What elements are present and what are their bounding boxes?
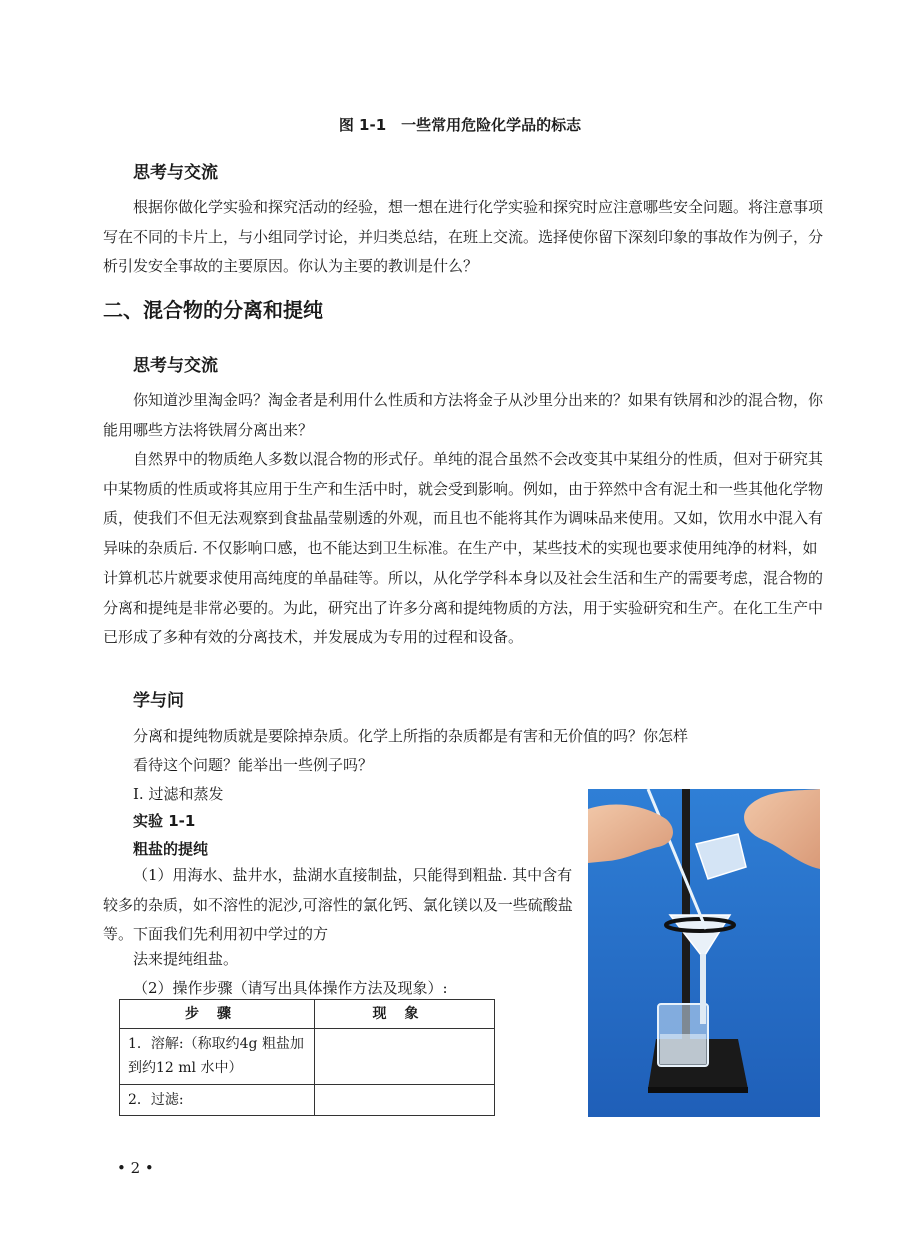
table-header-steps: 步骤 [120,1000,315,1029]
paragraph-gold: 你知道沙里淘金吗？淘金者是利用什么性质和方法将金子从沙里分出来的？如果有铁屑和沙的混合物，你能用哪些方法将铁屑分离出来？ [103,391,824,439]
table-cell [315,1029,495,1085]
experiment-title: 粗盐的提纯 [133,840,209,858]
table-header-phenomena: 现象 [315,1000,495,1029]
filtration-apparatus-photo [588,789,820,1117]
steps-table [119,999,495,1116]
experiment-label: 实验 1-1 [133,812,196,830]
section-heading-think-2: 思考与交流 [133,356,218,376]
section-title: 二、混合物的分离和提纯 [103,298,323,322]
table-cell: 2．过滤: [120,1085,315,1116]
table-cell [315,1085,495,1116]
procedure-steps-label: （2）操作步骤（请写出具体操作方法及现象）: [133,979,448,997]
experiment-paragraph: （1）用海水、盐井水，盐湖水直接制盐，只能得到粗盐. 其中含有较多的杂质，如不溶性的泥沙,可溶性的氯化钙、氯化镁以及一些硫酸盐等。下面我们先利用初中学过的方 [103,866,573,944]
table-row [120,1029,495,1085]
experiment-paragraph-cont: 法来提纯组盐。 [133,950,239,968]
paragraph-safety: 根据你做化学实验和探究活动的经验，想一想在进行化学实验和探究时应注意哪些安全问题。将注意事项写在不同的卡片上，与小组同学讨论，并归类总结，在班上交流。选择使你留下深刻印象的事故作为例子，分析引发安全事故的主要原因。你认为主要的教训是什么？ [103,198,824,276]
learn-line-2: 看待这个问题？能举出一些例子吗？ [133,756,374,774]
subsection-title: I. 过滤和蒸发 [133,785,224,803]
learn-line-1: 分离和提纯物质就是要除掉杂质。化学上所指的杂质都是有害和无价值的吗？你怎样 [133,727,689,745]
table-row [120,1085,495,1116]
page-number: • 2 • [117,1159,154,1177]
figure-caption: 图 1-1 一些常用危险化学品的标志 [338,116,582,134]
table-cell: 1．溶解:（称取约4g 粗盐加到约12 ml 水中） [120,1029,315,1085]
section-heading-learn: 学与问 [133,691,184,711]
section-heading-think: 思考与交流 [133,163,218,183]
paragraph-mixture: 自然界中的物质绝人多数以混合物的形式仔。单纯的混合虽然不会改变其中某组分的性质，但对于研究其中某物质的性质或将其应用于生产和生活中时，就会受到影响。例如，由于猝然中含有泥土和一些其他化学物质，使我们不但无法观察到食盐晶莹剔透的外观，而且也不能将其作为调味品来使用。又如，饮用水中混入有异味的杂质后. 不仅影响口感，也不能达到卫生标准。在生产中，某些技术的实现也要求使用纯净的材料，如计算机芯片就要求使用高纯度的单晶硅等。所以，从化学学科本身以及社会生活和生产的需要考虑，混合物的分离和提纯是非常必要的。为此，研究出了许多分离和提纯物质的方法，用于实验研究和生产。在化工生产中已形成了多种有效的分离技术，并发展成为专用的过程和设备。 [103,450,824,647]
